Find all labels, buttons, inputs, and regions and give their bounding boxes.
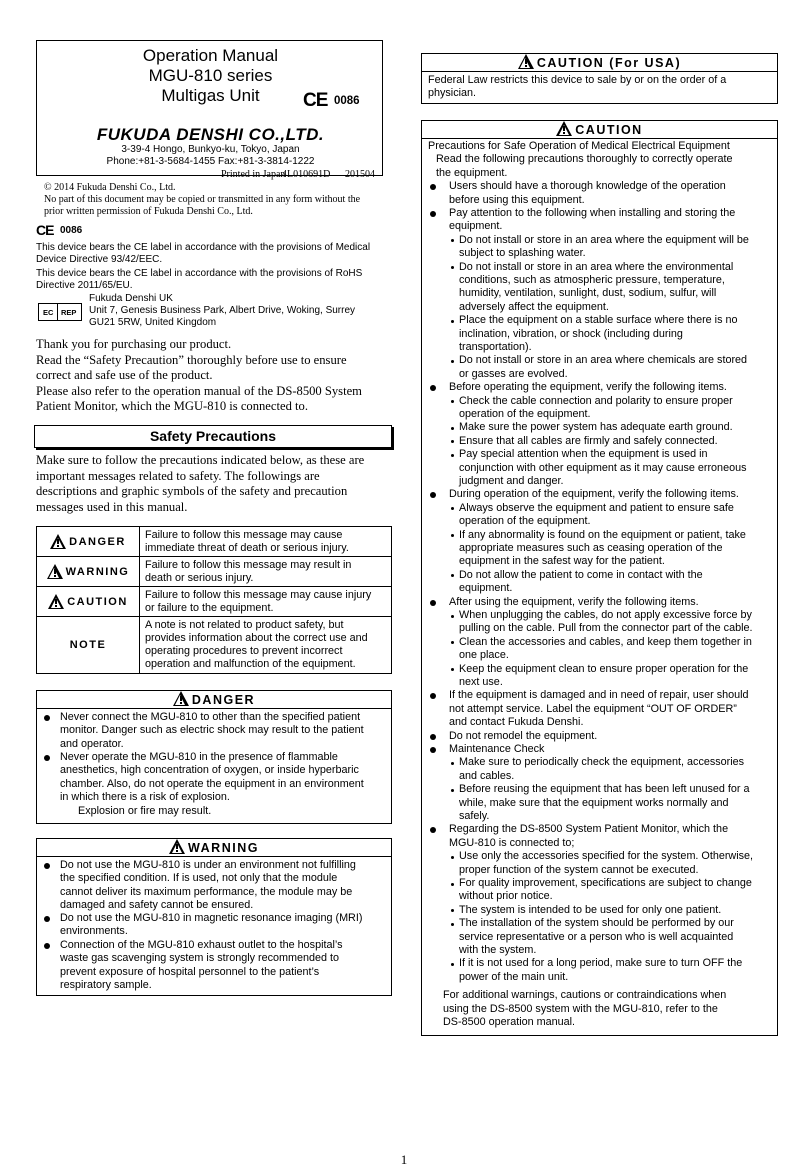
caution-line: MGU-810 is connected to; bbox=[449, 836, 575, 849]
warning-box bbox=[36, 838, 392, 996]
sub-bullet-icon bbox=[451, 909, 454, 912]
caution-box bbox=[421, 120, 778, 1036]
bullet-icon bbox=[430, 492, 436, 498]
caution-line: before using this equipment. bbox=[449, 193, 585, 206]
caution-line: If the equipment is damaged and in need of repair, user should bbox=[449, 689, 749, 702]
warning-description: Failure to follow this message may result in death or serious injury. bbox=[145, 559, 352, 584]
sub-bullet-icon bbox=[451, 239, 454, 242]
sub-bullet-icon bbox=[451, 762, 454, 765]
caution-line: Read the following precautions thoroughly to correctly operate bbox=[436, 153, 733, 166]
title-block bbox=[36, 40, 383, 176]
warning-triangle-icon bbox=[556, 121, 572, 136]
bullet-icon bbox=[430, 747, 436, 753]
danger-description: Failure to follow this message may cause immediate threat of death or serious injury. bbox=[145, 529, 349, 554]
printed-in: Printed in Japan bbox=[221, 169, 286, 180]
ce-mdd-statement: Device Directive 93/42/EEC. bbox=[36, 254, 163, 265]
caution-line: The system is intended to be used for only one patient. bbox=[459, 903, 722, 916]
caution-line: one place. bbox=[459, 649, 509, 662]
manual-title: Operation Manual bbox=[142, 46, 279, 65]
bullet-icon bbox=[430, 211, 436, 217]
caution-line: pulling on the cable. Pull from the connector part of the cable. bbox=[459, 622, 753, 635]
caution-usa-text: Federal Law restricts this device to sale by or on the order of a physician. bbox=[428, 74, 727, 100]
caution-line: proper function of the system cannot be executed. bbox=[459, 863, 699, 876]
warning-triangle-icon bbox=[47, 564, 63, 579]
caution-line: Pay special attention when the equipment is used in bbox=[459, 448, 708, 461]
caution-line: and contact Fukuda Denshi. bbox=[449, 716, 584, 729]
bullet-icon bbox=[430, 184, 436, 190]
sub-bullet-icon bbox=[451, 883, 454, 886]
table-row bbox=[37, 587, 391, 617]
caution-line: Before operating the equipment, verify the following items. bbox=[449, 381, 727, 394]
ce-notified-body-number: 0086 bbox=[334, 95, 360, 107]
caution-line: appropriate measures such as ceasing operation of the bbox=[459, 542, 723, 554]
caution-line: Keep the equipment clean to ensure proper operation for the bbox=[459, 662, 749, 675]
caution-line: equipment in the safest way for the patient. bbox=[459, 555, 665, 568]
caution-line: judgment and danger. bbox=[459, 475, 564, 487]
caution-line: humidity, ventilation, sunlight, dust, sodium, sulfur, will bbox=[459, 287, 717, 300]
caution-description: Failure to follow this message may cause injury or failure to the equipment. bbox=[145, 589, 372, 614]
print-date: 201504 bbox=[345, 169, 375, 180]
caution-line: without prior notice. bbox=[459, 890, 553, 903]
caution-line: If it is not used for a long period, make sure to turn OFF the bbox=[459, 957, 743, 970]
caution-line: Make sure the power system has adequate earth ground. bbox=[459, 421, 733, 434]
caution-line: Do not install or store in an area where the environmental bbox=[459, 260, 734, 273]
caution-line: Pay attention to the following when installing and storing the bbox=[449, 207, 736, 219]
caution-line: equipment. bbox=[449, 220, 503, 233]
caution-line: safely. bbox=[459, 810, 490, 822]
caution-line: Maintenance Check bbox=[449, 743, 545, 755]
sub-bullet-icon bbox=[451, 534, 454, 537]
caution-line: When unplugging the cables, do not apply excessive force by bbox=[459, 609, 752, 621]
company-logo: FUKUDA DENSHI CO.,LTD. bbox=[96, 125, 325, 144]
product-name: Multigas Unit bbox=[161, 86, 260, 105]
danger-item: Never operate the MGU-810 in the presence of flammable anesthetics, high concentration of oxygen, or inside hyperbaric chamber. Also, do not operate the equipment in an environment in which there is a risk of explosion. Explosion or fire may result. bbox=[60, 751, 364, 817]
caution-line: with the system. bbox=[459, 944, 537, 956]
caution-label: CAUTION bbox=[37, 587, 140, 616]
bullet-icon bbox=[430, 734, 436, 740]
sub-bullet-icon bbox=[451, 427, 454, 430]
caution-line: not attempt service. Label the equipment “OUT OF ORDER” bbox=[449, 702, 737, 715]
sub-bullet-icon bbox=[451, 668, 454, 671]
ce-mark-icon: CE bbox=[303, 90, 328, 111]
safety-precautions-heading: Safety Precautions bbox=[34, 425, 392, 448]
caution-line: Precautions for Safe Operation of Medical Electrical Equipment bbox=[428, 140, 730, 152]
table-row bbox=[37, 527, 391, 557]
caution-line: Place the equipment on a stable surface where there is no bbox=[459, 314, 738, 327]
bullet-icon bbox=[430, 385, 436, 391]
caution-line: The installation of the system should be performed by our bbox=[459, 917, 734, 930]
caution-line: and cables. bbox=[459, 769, 515, 782]
copyright-text: prior written permission of Fukuda Denshi Co., Ltd. bbox=[44, 206, 253, 217]
ce-mdd-statement: This device bears the CE label in accordance with the provisions of Medical bbox=[36, 242, 371, 253]
caution-line: DS-8500 operation manual. bbox=[443, 1016, 576, 1028]
ec-rep-symbol-icon: EC REP bbox=[38, 303, 82, 321]
warning-triangle-icon bbox=[518, 54, 534, 69]
warning-triangle-icon bbox=[169, 839, 185, 854]
warning-item: Do not use the MGU-810 in magnetic resonance imaging (MRI) environments. bbox=[60, 912, 363, 938]
caution-line: using the DS-8500 system with the MGU-810, refer to the bbox=[443, 1002, 718, 1015]
caution-line: inclination, vibration, or shock (including during bbox=[459, 327, 683, 340]
company-phone-fax: Phone:+81-3-5684-1455 Fax:+81-3-3814-1222 bbox=[106, 156, 315, 167]
caution-line: Before reusing the equipment that has been left unused for a bbox=[459, 783, 750, 796]
sub-bullet-icon bbox=[451, 856, 454, 859]
caution-line: Do not install or store in an area where chemicals are stored bbox=[459, 354, 748, 367]
severity-table bbox=[36, 526, 392, 674]
bullet-icon bbox=[430, 693, 436, 699]
caution-line: Do not remodel the equipment. bbox=[449, 729, 598, 742]
caution-line: Clean the accessories and cables, and keep them together in bbox=[459, 635, 752, 648]
page-number: 1 bbox=[400, 1152, 408, 1167]
caution-line: the equipment. bbox=[436, 166, 508, 179]
warning-heading: WARNING bbox=[37, 839, 391, 857]
table-row bbox=[37, 557, 391, 587]
caution-line: If any abnormality is found on the equipment or patient, take bbox=[459, 528, 746, 541]
bullet-icon bbox=[44, 715, 50, 721]
caution-line: transportation). bbox=[459, 341, 532, 353]
eu-rep-address: Unit 7, Genesis Business Park, Albert Drive, Woking, Surrey bbox=[89, 305, 356, 316]
caution-line: Do not allow the patient to come in contact with the bbox=[459, 568, 703, 581]
caution-line: operation of the equipment. bbox=[459, 515, 591, 528]
table-row bbox=[37, 617, 391, 673]
caution-line: For additional warnings, cautions or contraindications when bbox=[443, 989, 727, 1002]
danger-item: Never connect the MGU-810 to other than the specified patient monitor. Danger such as electric shock may result to the patient and operator. bbox=[60, 711, 364, 750]
warning-triangle-icon bbox=[50, 534, 66, 549]
danger-label: DANGER bbox=[37, 527, 140, 556]
caution-line: Do not install or store in an area where the equipment will be bbox=[459, 233, 749, 246]
danger-heading: DANGER bbox=[37, 691, 391, 709]
caution-line: conditions, such as atmospheric pressure, temperature, bbox=[459, 274, 725, 286]
sub-bullet-icon bbox=[451, 963, 454, 966]
model-series: MGU-810 series bbox=[148, 66, 273, 85]
caution-line: During operation of the equipment, verify the following items. bbox=[449, 488, 739, 501]
caution-line: Check the cable connection and polarity to ensure proper bbox=[459, 394, 733, 407]
sub-bullet-icon bbox=[451, 923, 454, 926]
sub-bullet-icon bbox=[451, 454, 454, 457]
warning-triangle-icon bbox=[48, 594, 64, 609]
caution-line: Always observe the equipment and patient to ensure safe bbox=[459, 501, 734, 514]
bullet-icon bbox=[44, 755, 50, 761]
danger-box bbox=[36, 690, 392, 824]
sub-bullet-icon bbox=[451, 440, 454, 443]
company-address: 3-39-4 Hongo, Bunkyo-ku, Tokyo, Japan bbox=[121, 144, 300, 155]
caution-line: After using the equipment, verify the following items. bbox=[449, 595, 699, 608]
sub-bullet-icon bbox=[451, 615, 454, 618]
copyright-line: © 2014 Fukuda Denshi Co., Ltd. bbox=[44, 182, 176, 193]
caution-line: service representative or a person who is well acquainted bbox=[459, 930, 734, 943]
sub-bullet-icon bbox=[451, 789, 454, 792]
caution-line: conjunction with other equipment as it may cause erroneous bbox=[459, 461, 747, 474]
caution-line: power of the main unit. bbox=[459, 970, 569, 983]
sub-bullet-icon bbox=[451, 320, 454, 323]
warning-item: Do not use the MGU-810 is under an environment not fulfilling the specified condition. If is used, not only that the module cannot deliver its maximum performance, the module may be damaged and safety cannot be ensured. bbox=[60, 859, 356, 912]
ce-notified-body-number: 0086 bbox=[60, 225, 83, 236]
caution-line: while, make sure that the equipment works normally and bbox=[459, 796, 729, 809]
warning-triangle-icon bbox=[173, 691, 189, 706]
sub-bullet-icon bbox=[451, 360, 454, 363]
ce-rohs-statement: Directive 2011/65/EU. bbox=[36, 280, 133, 291]
eu-rep-address: GU21 5RW, United Kingdom bbox=[89, 317, 217, 328]
caution-heading: CAUTION bbox=[422, 121, 777, 139]
sub-bullet-icon bbox=[451, 266, 454, 269]
bullet-icon bbox=[44, 943, 50, 949]
bullet-icon bbox=[44, 916, 50, 922]
bullet-icon bbox=[44, 863, 50, 869]
caution-line: subject to splashing water. bbox=[459, 247, 586, 260]
warning-label: WARNING bbox=[37, 557, 140, 586]
sub-bullet-icon bbox=[451, 507, 454, 510]
caution-line: Ensure that all cables are firmly and safely connected. bbox=[459, 434, 718, 447]
intro-paragraph: Thank you for purchasing our product. Read the “Safety Precaution” thoroughly before use to ensure correct and safe use of the product. Please also refer to the operation manual of the DS-8500 System Patient Monitor, which the MGU-810 is connected to. bbox=[36, 337, 362, 413]
caution-line: Users should have a thorough knowledge of the operation bbox=[449, 180, 726, 193]
document-id: 4L010691D bbox=[282, 169, 331, 180]
note-label: NOTE bbox=[37, 617, 140, 673]
caution-line: operation of the equipment. bbox=[459, 408, 591, 420]
caution-line: adversely affect the equipment. bbox=[459, 300, 609, 313]
eu-rep-name: Fukuda Denshi UK bbox=[89, 293, 173, 304]
caution-line: Use only the accessories specified for the system. Otherwise, bbox=[459, 850, 754, 863]
bullet-icon bbox=[430, 827, 436, 833]
ce-rohs-statement: This device bears the CE label in accordance with the provisions of RoHS bbox=[36, 268, 363, 279]
caution-line: next use. bbox=[459, 676, 503, 688]
caution-usa-heading: CAUTION (For USA) bbox=[422, 54, 777, 72]
caution-line: or gasses are evolved. bbox=[459, 367, 568, 380]
note-description: A note is not related to product safety, but provides information about the correct use and operating procedures to prevent incorrect operation and malfunction of the equipment. bbox=[145, 619, 368, 670]
caution-usa-box bbox=[421, 53, 778, 104]
caution-line: equipment. bbox=[459, 582, 513, 595]
caution-line: Make sure to periodically check the equipment, accessories bbox=[459, 756, 745, 769]
ce-mark-icon: CE bbox=[36, 222, 54, 238]
copyright-text: No part of this document may be copied or transmitted in any form without the bbox=[44, 194, 361, 205]
bullet-icon bbox=[430, 600, 436, 606]
sub-bullet-icon bbox=[451, 400, 454, 403]
caution-line: Regarding the DS-8500 System Patient Monitor, which the bbox=[449, 823, 729, 836]
warning-item: Connection of the MGU-810 exhaust outlet to the hospital’s waste gas scavenging system is strongly recommended to prevent exposure of hospital personnel to the patient’s respiratory sample. bbox=[60, 939, 343, 992]
caution-line: For quality improvement, specifications are subject to change bbox=[459, 877, 752, 889]
sub-bullet-icon bbox=[451, 641, 454, 644]
safety-intro-paragraph: Make sure to follow the precautions indicated below, as these are important messages related to safety. The followings are descriptions and graphic symbols of the safety and precaution messages used in this manual. bbox=[36, 453, 365, 514]
sub-bullet-icon bbox=[451, 574, 454, 577]
